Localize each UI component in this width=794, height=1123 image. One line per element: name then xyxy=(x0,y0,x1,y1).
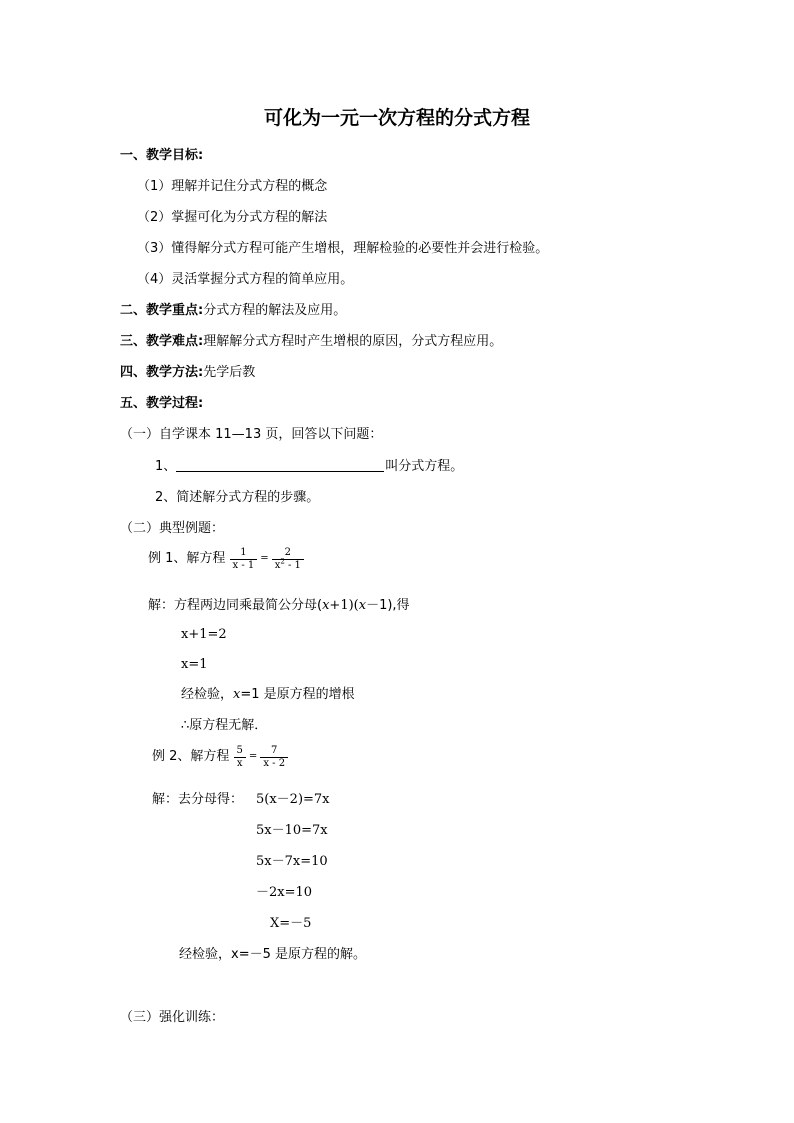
example-1-lhs-fraction xyxy=(230,547,258,572)
difficulties-line xyxy=(120,334,502,350)
example-2-check: 经检验，x=－5 是原方程的解。 xyxy=(179,947,366,962)
fraction-denominator: x - 2 xyxy=(260,757,288,770)
example-1-step-1: x+1=2 xyxy=(181,627,227,642)
example-2-label: 例 2、解方程 xyxy=(152,749,230,764)
examples-heading: （二）典型例题： xyxy=(120,521,225,536)
example-1-problem xyxy=(148,545,304,574)
fraction-numerator: 5 xyxy=(236,744,243,756)
example-2-step-1: 5(x－2)=7x xyxy=(256,792,330,807)
example-2-step-4: －2x=10 xyxy=(256,885,313,900)
fraction-denominator: $x^2 - 1$ xyxy=(272,559,304,572)
question-1 xyxy=(155,458,463,475)
equals-sign: = xyxy=(260,553,269,564)
question-1-suffix: 叫分式方程。 xyxy=(385,459,464,474)
method-line xyxy=(120,365,255,381)
goals-heading: 一、教学目标: xyxy=(120,148,204,163)
goal-item-2: （2）掌握可化为分式方程的解法 xyxy=(137,210,328,225)
question-1-number: 1、 xyxy=(155,459,177,474)
difficulties-text: 理解解分式方程时产生增根的原因，分式方程应用。 xyxy=(203,334,503,349)
fraction-numerator: 1 xyxy=(240,546,247,558)
equals-sign: = xyxy=(248,751,258,762)
document-title: 可化为一元一次方程的分式方程 xyxy=(263,107,530,129)
example-1-label: 例 1、解方程 xyxy=(148,551,226,566)
fraction-denominator: x - 1 xyxy=(230,559,258,572)
example-2-problem xyxy=(152,743,288,772)
difficulties-heading: 三、教学难点: xyxy=(120,334,204,349)
goal-item-1: （1）理解并记住分式方程的概念 xyxy=(137,179,328,194)
process-heading: 五、教学过程: xyxy=(120,396,204,411)
key-points-text: 分式方程的解法及应用。 xyxy=(203,303,347,318)
method-text: 先学后教 xyxy=(203,365,256,380)
goal-item-4: （4）灵活掌握分式方程的简单应用。 xyxy=(137,272,354,287)
method-heading: 四、教学方法: xyxy=(120,365,204,380)
example-2-rhs-fraction xyxy=(260,745,288,770)
example-2-solution-label: 解：去分母得： xyxy=(152,792,244,807)
fraction-denominator: x xyxy=(234,757,246,770)
key-points-heading: 二、教学重点: xyxy=(120,303,204,318)
example-1-step-2: x=1 xyxy=(181,657,208,672)
example-1-conclusion: ∴原方程无解． xyxy=(181,718,268,733)
answer-blank[interactable] xyxy=(176,458,384,472)
example-2-step-5: X=－5 xyxy=(270,916,312,931)
fraction-numerator: 7 xyxy=(271,744,278,756)
fraction-numerator: 2 xyxy=(284,546,291,558)
question-2: 2、简述解分式方程的步骤。 xyxy=(155,490,320,505)
goal-item-3: （3）懂得解分式方程可能产生增根，理解检验的必要性并会进行检验。 xyxy=(137,241,549,256)
example-2-step-2: 5x－10=7x xyxy=(256,823,328,838)
example-2-step-3: 5x－7x=10 xyxy=(256,854,328,869)
example-1-rhs-fraction xyxy=(272,547,304,572)
example-1-check: 经检验，x=1 是原方程的增根 xyxy=(181,687,355,702)
example-2-lhs-fraction xyxy=(234,745,246,770)
key-points-line xyxy=(120,303,346,319)
example-1-solution-intro: 解：方程两边同乘最简公分母(x+1)(x－1),得 xyxy=(148,598,410,613)
practice-heading: （三）强化训练： xyxy=(120,1010,225,1025)
self-study-heading: （一）自学课本 11—13 页，回答以下问题： xyxy=(120,427,383,442)
